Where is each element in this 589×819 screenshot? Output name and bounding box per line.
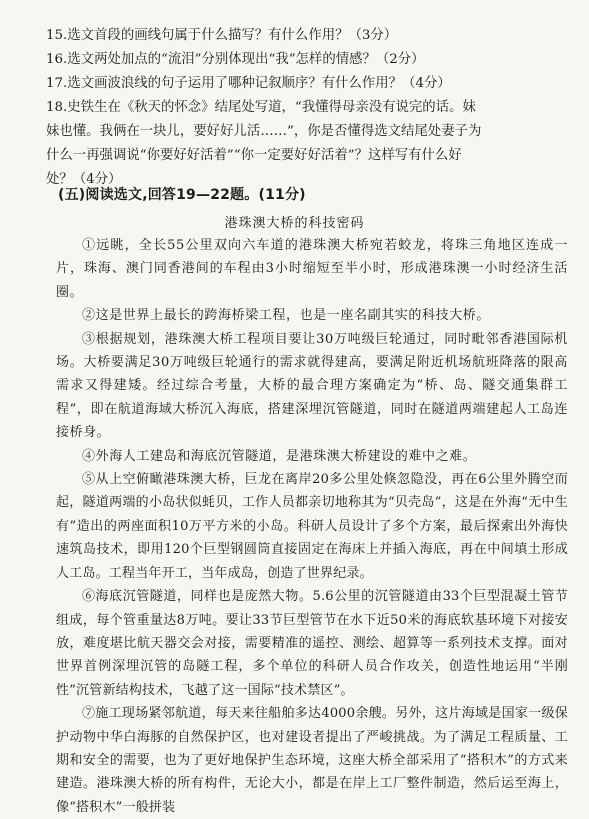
- paragraph-4: ④外海人工建岛和海底沉管隧道，是港珠澳大桥建设的难中之难。: [82, 448, 477, 464]
- question-list: [46, 24, 559, 192]
- question-18-line2: 妹也懂。我俩在一块儿，要好好儿活……”，你是否懂得选文结尾处妻子为: [46, 124, 482, 139]
- article-title: 港珠澳大桥的科技密码: [224, 216, 365, 231]
- question-18-line4: 处？（4分）: [46, 172, 122, 187]
- paragraph-1: ①远眺，全长55公里双向六车道的港珠澳大桥宛若蛟龙，将珠三角地区连成一片，珠海、澳门同香港间的车程由3小时缩短至半小时，形成港珠澳一小时经济生活圈。: [56, 238, 568, 300]
- paragraph-3: ③根据规划，港珠澳大桥工程项目要让30万吨级巨轮通过，同时毗邻香港国际机场。大桥要满足30万吨级巨轮通行的需求就得建高，要满足附近机场航班降落的限高需求又得建矮。经过综合考量，大桥的最合理方案确定为“桥、岛、隧交通集群工程”，即在航道海域大桥沉入海底，搭建深埋沉管隧道，同时在隧道两端建起人工岛连接桥身。: [56, 331, 568, 441]
- paragraph-5: ⑤从上空俯瞰港珠澳大桥，巨龙在离岸20多公里处倏忽隐没，再在6公里外腾空而起，隧道两端的小岛状似蚝贝，工作人员都亲切地称其为“贝壳岛”，这是在外海“无中生有”造出的两座面积10万平方米的小岛。科研人员设计了多个方案，最后探索出外海快速筑岛技术，即用120个巨型钢圆筒直接固定在海床上并插入海底，再在中间填土形成人工岛。工程当年开工，当年成岛，创造了世界纪录。: [56, 472, 568, 581]
- question-18-line1: 18.史铁生在《秋天的怀念》结尾处写道，“我懂得母亲没有说完的话。妹: [46, 100, 476, 115]
- article-body: [56, 234, 568, 819]
- question-15: 15.选文首段的画线句属于什么描写？有什么作用？（3分）: [46, 28, 398, 43]
- question-18-line3: 什么一再强调说“你要好好活着”“你一定要好好活着”？这样写有什么好: [46, 148, 462, 163]
- question-17: 17.选文画波浪线的句子运用了哪种记叙顺序？有什么作用？（4分）: [46, 76, 451, 91]
- paragraph-6: ⑥海底沉管隧道，同样也是庞然大物。5.6公里的沉管隧道由33个巨型混凝土管节组成，每个管重量达8万吨。要让33节巨型管节在水下近50米的海底软基环境下对接安放，难度堪比航天器交会对接，需要精准的遥控、测绘、超算等一系列技术支撑。面对世界首例深埋沉管的岛隧工程，多个单位的科研人员合作攻关，创造性地运用“半刚性”沉管新结构技术，飞越了这一国际“技术禁区”。: [56, 589, 568, 698]
- section-heading: (五)阅读选文,回答19—22题。(11分): [58, 187, 306, 203]
- paragraph-2: ②这是世界上最长的跨海桥梁工程，也是一座名副其实的科技大桥。: [82, 308, 491, 324]
- paragraph-7: ⑦施工现场紧邻航道，每天来往船舶多达4000余艘。另外，这片海域是国家一级保护动物中华白海豚的自然保护区，也对建设者提出了严峻挑战。为了满足工程质量、工期和安全的需要，也为了更好地保护生态环境，这座大桥全部采用了“搭积木”的方式来建造。港珠澳大桥的所有构件，无论大小，都是在岸上工厂整件制造，然后运至海上，像“搭积木”一般拼装: [56, 706, 568, 815]
- question-16: 16.选文两处加点的“流泪”分别体现出“我”怎样的情感？（2分）: [46, 52, 425, 67]
